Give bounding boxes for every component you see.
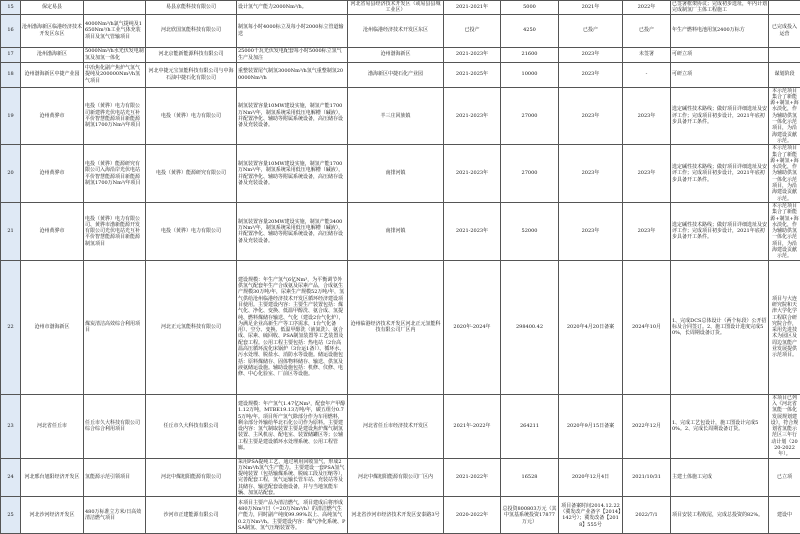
company-cell: 沙河市正建能源有限公司 (146, 497, 237, 534)
investment-cell: 27000 (501, 87, 559, 145)
location-cell: 沧州临港经济技术开发区东区 (348, 14, 444, 47)
region-cell: 河北省任丘市 (21, 394, 84, 458)
region-cell: 河北沙河经济开发区 (21, 497, 84, 534)
table-row (1, 62, 800, 87)
region-cell: 沧州黄骅市 (21, 202, 84, 260)
start-cell: 2023年 (559, 62, 623, 87)
investment-cell: 10000 (501, 62, 559, 87)
remark-cell: 本项目已列入《河北省氢能一体化发展规划建设》，符合规划省氢能示范区三年行动计划（2020-2022年）。 (769, 394, 800, 458)
location-cell: 南排河镇 (348, 202, 444, 260)
table-row (1, 47, 800, 62)
scale-cell: 制氢装置容量20MW建设实施，制氢产能3400万Nm³/年，制氢系统采用低压电解槽（碱液），并配置净化、辅助等附属系统设备，高压储存设备及充装设备。 (237, 202, 348, 260)
start-cell: 2023年 (559, 202, 623, 260)
period-cell: 2021年-2022年 (444, 394, 501, 458)
location-cell: 河北省任丘市经济技术开发区 (348, 394, 444, 458)
start-cell: 已投产 (559, 14, 623, 47)
scale-cell: 重整装置尾气制氢3000Nm³/h氢气重整制氢200000Nm³/h (237, 62, 348, 87)
period-cell: 2020-2022年 (444, 497, 501, 534)
region-cell: 沧州黄骅市 (21, 87, 84, 145)
investment-cell: 5000 (501, 1, 559, 15)
progress-cell: 可研立项 (671, 47, 769, 62)
scale-cell: 建设规模：年生产氢气6亿Nm³，为平衡调节外供氢气配套年生产合成氨及尿素产品，合成氨生产规模30万吨/年，尿素生产规模52万吨/年，氢气供给沧州临港经济技术开发区循环经济建设项目使用。主要建设内容：主要生产装置包括：煤气化、净化、变换、低温甲醇洗、氨合成、氢提纯、燃料煤储存输送、气化（建设2台气化炉），为满足企业高新生产等工序需求，1台气化备用）、空分、变换、低温甲醇洗（液氮洗）、氨合成、尿素、硫回收、PSA制氢装置等工艺装置及配套工程。公用工程主要包括：热电站（2台高温高压循环流化床锅炉（3台运1备））、循环水、污水处理、脱盐水、消防水等设施。储运设施包括：原料煤储存、固体物料储存、输送、供氢及液氨储运设施。辅助设施包括：机修、仪修、电修、中心化验室、厂前区等设施。 (237, 260, 348, 394)
start-cell: 2020年9月15日备案 (559, 394, 623, 458)
location-cell: 渤海新区中捷石化产业园 (348, 62, 444, 87)
location-cell: 沧州临港经济技术开发区河北正元氢能科技有限公司厂区内 (348, 260, 444, 394)
project-name-cell: 氢能源示范引领项目 (84, 458, 146, 497)
project-name-cell: 5000Nm³/h水光伏发电制氢及加氢一体化 (84, 47, 146, 62)
period-cell: 2021-2023年 (444, 87, 501, 145)
project-name-cell (84, 1, 146, 15)
row-number: 25 (1, 497, 21, 534)
investment-cell: 21600 (501, 47, 559, 62)
finish-cell: 2024年10月 (623, 260, 671, 394)
row-number: 21 (1, 202, 21, 260)
period-cell: 2021-2021年 (444, 1, 501, 15)
finish-cell: 已投产 (623, 14, 671, 47)
progress-cell: 1、完成DCS总体设计（两个标段）公开招标及合同签订。2、施工图设计进度完成50%，长周期设备订货。 (671, 260, 769, 394)
investment-cell: 52000 (501, 202, 559, 260)
row-number: 16 (1, 14, 21, 47)
region-cell: 沧州渤海新区中捷产业园 (21, 62, 84, 87)
remark-cell: 本示范项目集合了新能源+制氢+海水淡化，作为辅助供氢一体化示范项目，为沿海建设贡献示范。 (769, 87, 800, 145)
location-cell: 河北省易县经济技术开发区（或易县县城工业区） (348, 1, 444, 15)
period-cell: 已投产 (444, 14, 501, 47)
company-cell: 河北中煤旭阳能源有限公司 (146, 458, 237, 497)
finish-cell: 2022年12月 (623, 394, 671, 458)
progress-cell: 1、完成工艺包设计，施工图设计完成50%。2、完成长周期设备订货。 (671, 394, 769, 458)
row-number: 19 (1, 87, 21, 145)
scale-cell: 制氢装置容量10MW建设实施，制氢产能1700万Nm³/年，制氢系统采用低压电解槽（碱液），并配置净化、辅助等附属系统设备，高压储存设备及充装设备。 (237, 87, 348, 145)
start-cell: 项目备案时间2014.12.22（冀发改产业备字【2014】142号）；冀发改备【2018】555号 (559, 497, 623, 534)
investment-cell: 总投资800803万元（其中氢基系统投资17877万元） (501, 497, 559, 534)
progress-cell: 年生产燃料电池用氢2400万标方 (671, 14, 769, 47)
scale-cell: 制氢装置容量10MW建设实施，制氢产能1700万Nm³/年，制氢系统采用低压电解槽（碱液），并配置净化、辅助等附属系统设备，高压储存设备及充装设备。 (237, 145, 348, 203)
remark-cell: 已立项 (769, 458, 800, 497)
company-cell: 任丘市久大科技有限公司 (146, 394, 237, 458)
progress-cell: 选定碱性技术路线；做好项目详细选址及安评工作；完成项目初步设计，2021年底初步具备开工条件。 (671, 145, 769, 203)
progress-cell: 主建土体施工完成 (671, 458, 769, 497)
region-cell: 河北邢台旭阳经济开发区 (21, 458, 84, 497)
investment-cell: 298400.42 (501, 260, 559, 394)
start-cell: 2020年4月20日备案 (559, 260, 623, 394)
company-cell: 河北中捷元宝氢能科技有限公司与中海石油中捷石化有限公司 (146, 62, 237, 87)
start-cell: 2023年 (559, 145, 623, 203)
location-cell: 河北中煤旭阳能源有限公司厂区内 (348, 458, 444, 497)
project-name-cell: 4000Nm³/h氯气提纯及1650Nm³/h工业气体充装项目及氢气管输项目 (84, 14, 146, 47)
row-number: 15 (1, 1, 21, 15)
scale-cell: 采用PSA提纯工艺，通过利用回收氢气，形成2万Nm³/h氢气生产能力。主要建设一套PSA氢气提纯装置（包括输煤系统、脱硫工段及压缩等），完善配套工程，氢气运输长管车站、充装站等及其储存、输送配套设施设备，并与当地氢能车辆、加氢站配套。 (237, 458, 348, 497)
scale-cell: 建设规模：年产氢气1.47亿Nm³，配套年产甲醇1.12万吨，MTBE19.13万吨/年，碳五组分0.75万吨/年。项目所产氢气除部分作为车用燃料，剩余部分外输给华北石化公司作为原料。主要建设内容：氢气制取装置主要是建设焦炉煤气制氢装置、主风机房、配电室、装置储罐区等；公辅工程主要是建设循环水处理系统、公用工程管廊。 (237, 394, 348, 458)
finish-cell: 2022年 (623, 1, 671, 15)
period-cell: 2021-2025年 (444, 62, 501, 87)
location-cell: 河北省沙河市经济技术开发区安泰路3号 (348, 497, 444, 534)
row-number: 20 (1, 145, 21, 203)
investment-cell: 27000 (501, 145, 559, 203)
progress-cell: 可研立项 (671, 62, 769, 87)
project-name-cell: 中冶焦化副产焦炉气氢气提纯及200000Nm³/h氢气项目 (84, 62, 146, 87)
table-row (1, 497, 800, 534)
progress-cell: 选定碱性技术路线；做好项目详细选址及安评工作；完成项目初步设计，2021年底初步具备开工条件。 (671, 202, 769, 260)
finish-cell: 2023年 (623, 145, 671, 203)
region-cell: 沧州渤海新区临港经济技术开发区东区 (21, 14, 84, 47)
remark-cell (769, 1, 800, 15)
location-cell: 沧州渤海新区 (348, 47, 444, 62)
period-cell: 2021-2023年 (444, 202, 501, 260)
finish-cell: 2022/7/1 (623, 497, 671, 534)
finish-cell: 2023年 (623, 202, 671, 260)
period-cell: 2021-2023年 (444, 47, 501, 62)
region-cell: 沧州黄骅市 (21, 145, 84, 203)
row-number: 23 (1, 394, 21, 458)
project-name-cell: 480万标准立方米/日高效清洁燃气项目 (84, 497, 146, 534)
table-row (1, 202, 800, 260)
period-cell: 2021-2022年 (444, 458, 501, 497)
location-cell: 南排河镇 (348, 145, 444, 203)
finish-cell: 2021/10/31 (623, 458, 671, 497)
row-number: 18 (1, 62, 21, 87)
progress-cell: 选定碱性技术路线；做好项目详细选址及安评工作；完成项目初步设计，2021年底初步具备开工条件。 (671, 87, 769, 145)
table-row (1, 394, 800, 458)
table-row (1, 458, 800, 497)
progress-cell: 项目安装工程收尾，完成总投资的82%。 (671, 497, 769, 534)
region-cell: 保定易县 (21, 1, 84, 15)
company-cell: 河北京能新能源科技有限公司 (146, 47, 237, 62)
scale-cell: 设计氢气产能力2000Nm³/h。 (237, 1, 348, 15)
start-cell: 2023年 (559, 47, 623, 62)
remark-cell: 谋划阶段 (769, 62, 800, 87)
location-cell: 羊三庄回族镇 (348, 87, 444, 145)
table-row (1, 14, 800, 47)
company-cell: 电投（黄骅）能源研究有限公司 (146, 145, 237, 203)
company-cell: 河北欣国氢能科技有限公司 (146, 14, 237, 47)
project-name-cell: 电投（黄骅）电力有限公司新建骅光伏电站光互补平价智慧能源项目新能源制氢1700万Nm³/年项目 (84, 87, 146, 145)
start-cell: 2023年 (559, 87, 623, 145)
remark-cell (769, 47, 800, 62)
remark-cell: 建设中 (769, 497, 800, 534)
company-cell: 河北正元氢能科技有限公司 (146, 260, 237, 394)
company-cell: 电投（黄骅）电力有限公司 (146, 202, 237, 260)
row-number: 22 (1, 260, 21, 394)
table-row (1, 1, 800, 15)
progress-cell: 已签署框架协议；完成初步选址，年内计划完成制氢厂主体工程施工 (671, 1, 769, 15)
remark-cell: 项目与大连研究院和天津大学化学工程联合研究院合作，采用先进技术为园区及周边氢能产业发展提供示范项目。 (769, 260, 800, 394)
period-cell: 2020年-2024年 (444, 260, 501, 394)
company-cell: 电投（黄骅）电力有限公司 (146, 87, 237, 145)
remark-cell: 已完成投入运营 (769, 14, 800, 47)
finish-cell: 未签署 (623, 47, 671, 62)
row-number: 24 (1, 458, 21, 497)
region-cell: 沧州渤海新区 (21, 47, 84, 62)
finish-cell: 2023年 (623, 87, 671, 145)
investment-cell: 264211 (501, 394, 559, 458)
scale-cell: 制氢每小时4000标立及每小时2000标立管道输送 (237, 14, 348, 47)
company-cell: 易县京能科技有限公司 (146, 1, 237, 15)
project-name-cell: 煤炭清洁高效综合利用项目 (84, 260, 146, 394)
project-name-cell: 电投（黄骅）电力有限公司、黄骅市渤新能源开发有限公司光伏电站光互补平价智慧能源项目新能源制氢项目 (84, 202, 146, 260)
table-row (1, 87, 800, 145)
scale-cell: 25000千瓦光伏发电配套每小时5000标立氢气生产及加注 (237, 47, 348, 62)
table-row (1, 145, 800, 203)
finish-cell: - (623, 62, 671, 87)
project-name-cell: 任丘市久大科技有限公司综合综合利用项目 (84, 394, 146, 458)
investment-cell: 4250 (501, 14, 559, 47)
scale-cell: 本项目主要产品为清洁燃气，项目建成后将形成480万Nm³/日（=20万Nm³/h）的清洁燃气生产能力，同时副产纯度99.99%以上、高纯氢气0.2万Nm³/h。主要建设内容：煤气净化系统、PSA制氢、氢气压缩装置等。 (237, 497, 348, 534)
table-row (1, 260, 800, 394)
period-cell: 2021-2023年 (444, 145, 501, 203)
region-cell: 沧州市渤海新区 (21, 260, 84, 394)
start-cell: 2021年 (559, 1, 623, 15)
remark-cell: 本示范项目集合了新能源+制氢+海水淡化，作为辅助供氢一体化示范项目，为沿海建设贡献示范。 (769, 202, 800, 260)
remark-cell: 本示范项目集合了新能源+制氢+海水淡化，作为辅助供氢一体化示范项目，为沿海建设贡献示范。 (769, 145, 800, 203)
investment-cell: 16528 (501, 458, 559, 497)
project-name-cell: 电投（黄骅）能源研究有限公司入海沿岸光伏电站平价智慧能源项目新能源制氢1700万Nm³/年项目 (84, 145, 146, 203)
row-number: 17 (1, 47, 21, 62)
start-cell: 2020年12月4日 (559, 458, 623, 497)
